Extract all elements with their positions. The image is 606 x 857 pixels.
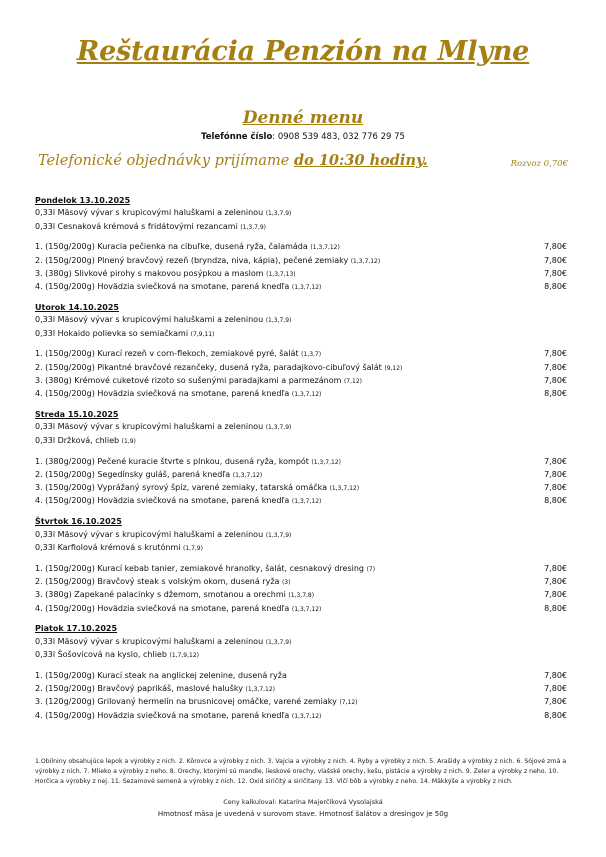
soup-text: 0,33l Mäsový vývar s krupicovými haluškami a zeleninou [35, 208, 264, 218]
meal-item [35, 375, 567, 388]
soup-allergens: (1,7,9) [183, 544, 203, 552]
day-title: Pondelok 13.10.2025 [35, 196, 131, 205]
soup-text: 0,33l Hokaido polievka so semiačkami [35, 328, 189, 338]
meal-item [35, 710, 567, 723]
soup-text-wrap [35, 207, 291, 220]
meal-item [35, 482, 567, 495]
meal-text: 2. (150g/200g) Segedínsky guláš, parená knedľa [35, 469, 231, 479]
meal-item [35, 576, 567, 589]
soup-allergens: (1,3,7,9) [265, 317, 292, 325]
meal-item [35, 469, 567, 482]
meal-text-wrap [35, 281, 321, 294]
day-section [35, 302, 567, 402]
meal-text: 4. (150g/200g) Hovädzia sviečková na smotane, parená knedľa [35, 282, 290, 292]
soup-text-wrap [35, 328, 214, 341]
day-section [35, 516, 567, 616]
day-title: Streda 15.10.2025 [35, 410, 119, 420]
meal-text-wrap [35, 469, 262, 482]
phone-line [0, 132, 606, 142]
soup-text-wrap [35, 636, 291, 649]
meal-allergens: (1,3,7,12) [291, 391, 322, 399]
meal-text: 1. (150g/200g) Kurací kebab tanier, zemiakové hranolky, šalát, cesnakový dresing [35, 563, 365, 573]
meal-price: 8,80€ [544, 710, 567, 720]
meal-item [35, 241, 567, 254]
soup-item [35, 529, 567, 542]
meal-allergens: (1,3,7,8) [288, 592, 315, 600]
soup-item [35, 314, 567, 327]
meal-item [35, 348, 567, 361]
meal-text: 4. (150g/200g) Hovädzia sviečková na smotane, parená knedľa [35, 603, 290, 613]
orders-line [38, 152, 428, 169]
meal-price: 7,80€ [544, 255, 567, 265]
meal-item [35, 670, 567, 683]
orders-text: Telefonické objednávky prijímame [38, 153, 290, 169]
meal-allergens: (7) [366, 565, 376, 573]
meal-item [35, 268, 567, 281]
meal-price: 7,80€ [544, 469, 567, 479]
meal-text: 2. (150g/200g) Bravčový paprikáš, maslové halušky [35, 684, 243, 693]
soup-item [35, 328, 567, 341]
day-title: Utorok 14.10.2025 [35, 303, 119, 313]
meal-allergens: (9,12) [384, 364, 403, 372]
soup-text: 0,33l Držková, chlieb [35, 435, 120, 445]
meal-text: 1. (150g/200g) Kuracia pečienka na cibuľke, dusená ryža, čalamáda [35, 242, 308, 252]
soup-item [35, 221, 567, 234]
soup-text-wrap [35, 529, 291, 542]
soup-item [35, 542, 567, 555]
meal-item [35, 589, 567, 602]
meal-item [35, 456, 567, 469]
meal-item [35, 495, 567, 508]
menu-subtitle: Denné menu [242, 108, 364, 128]
meal-allergens: (1,3,7,12) [291, 605, 322, 613]
meal-price: 7,80€ [544, 563, 567, 573]
meal-text-wrap [35, 241, 340, 254]
meal-allergens: (7,12) [339, 699, 358, 707]
soup-item [35, 421, 567, 434]
menu-body [35, 195, 567, 730]
meal-price: 8,80€ [544, 389, 567, 399]
meal-item [35, 683, 567, 696]
soup-text: 0,33l Mäsový vývar s krupicovými haluškami a zeleninou [35, 422, 264, 432]
meal-allergens: (1,3,7,12) [232, 471, 263, 479]
meal-price: 7,80€ [544, 483, 567, 493]
meal-text-wrap [35, 375, 362, 388]
meal-text-wrap [35, 603, 321, 616]
soup-text: 0,33l Karfiolová krémová s krutónmi [35, 542, 181, 552]
meal-allergens: (3) [281, 578, 291, 586]
meal-price: 7,80€ [544, 362, 567, 372]
phone-value: : 0908 539 483, 032 776 29 75 [272, 132, 405, 142]
meal-allergens: (1,3,7,12) [291, 498, 322, 506]
meal-allergens: (1,3,7,12) [311, 458, 341, 466]
meal-allergens: (1,3,7,12) [245, 686, 276, 693]
meal-text: 3. (380g) Zapekané palacinky s džemom, smotanou a orechmi [35, 590, 286, 600]
meal-item [35, 255, 567, 268]
soup-text-wrap [35, 314, 291, 327]
soup-text-wrap [35, 542, 203, 555]
soup-text: 0,33l Mäsový vývar s krupicovými haluškami a zeleninou [35, 529, 264, 539]
day-section [35, 409, 567, 509]
soup-allergens: (1,3,7,9) [265, 210, 292, 218]
meal-price: 7,80€ [544, 590, 567, 600]
meal-price: 7,80€ [544, 349, 567, 359]
soup-allergens: (1,3,7,9) [265, 531, 292, 539]
meal-text: 3. (380g) Krémové cuketové rizoto so sušenými paradajkami a parmezánom [35, 376, 342, 386]
day-section [35, 195, 567, 295]
calculated-by: Ceny kalkuloval: Katarína Majerčíková Vysolajská [223, 798, 383, 806]
meal-item [35, 603, 567, 616]
meal-text-wrap [35, 482, 359, 495]
meal-price: 7,80€ [544, 376, 567, 386]
meal-item [35, 388, 567, 401]
meal-allergens: (1,3,7,13) [266, 270, 296, 278]
meal-text-wrap [35, 589, 314, 602]
meal-text-wrap [35, 362, 402, 375]
meal-text-wrap [35, 255, 380, 268]
meal-item [35, 281, 567, 294]
meal-text: 2. (150g/200g) Bravčový steak s volským okom, dusená ryža [35, 576, 280, 586]
meal-item [35, 362, 567, 375]
meal-text-wrap [35, 495, 321, 508]
meal-text-wrap [35, 563, 375, 576]
day-title: Štvrtok 16.10.2025 [35, 517, 122, 527]
soup-text-wrap [35, 435, 136, 448]
meal-item [35, 696, 567, 709]
meal-item [35, 563, 567, 576]
meal-text-wrap [35, 576, 290, 589]
phone-label: Telefónne číslo [201, 132, 273, 142]
meal-text: 3. (380g) Slivkové pirohy s makovou posýpkou a maslom [35, 268, 264, 278]
soup-allergens: (1,3,7,9) [265, 638, 292, 646]
allergens-legend: 1.Obilniny obsahujúce lepok a výrobky z nich. 2. Kôrovce a výrobky z nich. 3. Vajcia a výrobky z nich. 4. Ryby a výrobky z nich. 5. Arašidy a výrobky z nich. 6. Sójové zrná a výrobky z nich. 7. Mlieko a výrobky z neho. 8. Orechy, ktorými sú mandle, lieskové orechy, vlašské orechy, kešu, pistácie a výrobky z nich. 9. Zeler a výrobky z neho. 10. Horčica a výrobky z nej. 11. Sezamové semená a výrobky z nich. 12. Oxid siričitý a siričitany. 13. Vlčí bôb a výrobky z neho. 14. Mäkkýše a výrobky z nich. [35, 758, 567, 785]
orders-time: do 10:30 hodiny. [293, 152, 428, 169]
soup-text: 0,33l Mäsový vývar s krupicovými haluškami a zeleninou [35, 315, 264, 325]
meal-text-wrap [35, 683, 275, 696]
meal-text-wrap [35, 388, 321, 401]
meal-text: 1. (380g/200g) Pečené kuracie štvrte s plnkou, dusená ryža, kompót [35, 456, 309, 466]
meal-text: 1. (150g/200g) Kurací steak na anglickej zelenine, dusená ryža [35, 670, 287, 680]
soup-allergens: (1,9) [121, 437, 136, 445]
meal-text: 4. (150g/200g) Hovädzia sviečková na smotane, parená knedľa [35, 496, 290, 506]
meal-text: 3. (120g/200g) Grilovaný hermelín na brusnicovej omáčke, varené zemiaky [35, 697, 337, 707]
meal-text-wrap [35, 710, 321, 723]
meal-text-wrap [35, 696, 357, 709]
meal-text-wrap [35, 456, 341, 469]
soup-text-wrap [35, 421, 291, 434]
meal-text: 1. (150g/200g) Kurací rezeň v corn-flekoch, zemiakové pyré, šalát [35, 349, 299, 359]
meal-text: 4. (150g/200g) Hovädzia sviečková na smotane, parená knedľa [35, 389, 290, 399]
meal-price: 8,80€ [544, 496, 567, 506]
meal-text-wrap [35, 268, 296, 281]
meal-text: 4. (150g/200g) Hovädzia sviečková na smotane, parená knedľa [35, 710, 290, 720]
meal-price: 8,80€ [544, 282, 567, 292]
meal-allergens: (1,3,7,12) [291, 284, 322, 292]
day-title: Piatok 17.10.2025 [35, 624, 118, 634]
meal-price: 7,80€ [544, 576, 567, 586]
meal-price: 8,80€ [544, 603, 567, 613]
day-section [35, 623, 567, 723]
meal-allergens: (7,12) [343, 378, 362, 386]
soup-allergens: (7,9,11) [190, 330, 215, 338]
soup-item [35, 636, 567, 649]
soup-allergens: (1,3,7,9) [265, 424, 292, 432]
soup-text: 0,33l Cesnaková krémová s fridátovými rezancami [35, 221, 238, 231]
soup-text-wrap [35, 649, 199, 662]
soup-allergens: (1,7,9,12) [169, 651, 199, 659]
meal-text-wrap [35, 670, 287, 683]
meal-text-wrap [35, 348, 321, 361]
meal-allergens: (1,3,7,12) [291, 712, 322, 720]
meal-text: 3. (150g/200g) Vyprážaný syrový špíz, varené zemiaky, tatarská omáčka [35, 483, 328, 493]
meal-text: 2. (150g/200g) Plnený bravčový rezeň (bryndza, niva, kápia), pečené zemiaky [35, 255, 349, 265]
meal-price: 7,80€ [544, 242, 567, 252]
weight-note: Hmotnosť mäsa je uvedená v surovom stave. Hmotnosť šalátov a dresingov je 50g [157, 810, 449, 818]
delivery-fee: Rozvoz 0,70€ [510, 159, 568, 169]
meal-allergens: (1,3,7) [301, 351, 322, 359]
soup-item [35, 649, 567, 662]
meal-allergens: (1,3,7,12) [310, 244, 340, 252]
soup-item [35, 435, 567, 448]
soup-allergens: (1,3,7,9) [240, 223, 267, 231]
soup-text: 0,33l Šošovicová na kyslo, chlieb [35, 649, 167, 659]
meal-price: 7,80€ [544, 697, 567, 707]
meal-allergens: (1,3,7,12) [350, 257, 381, 265]
soup-text: 0,33l Mäsový vývar s krupicovými haluškami a zeleninou [35, 636, 264, 646]
meal-text: 2. (150g/200g) Pikantné bravčové rezančeky, dusená ryža, paradajkovo-cibuľový šalát [35, 362, 382, 372]
restaurant-title: Reštaurácia Penzión na Mlyne [76, 36, 530, 67]
meal-price: 7,80€ [544, 684, 567, 693]
meal-price: 7,80€ [544, 670, 567, 680]
soup-text-wrap [35, 221, 266, 234]
meal-allergens: (1,3,7,12) [329, 485, 360, 493]
meal-price: 7,80€ [544, 268, 567, 278]
soup-item [35, 207, 567, 220]
meal-price: 7,80€ [544, 456, 567, 466]
